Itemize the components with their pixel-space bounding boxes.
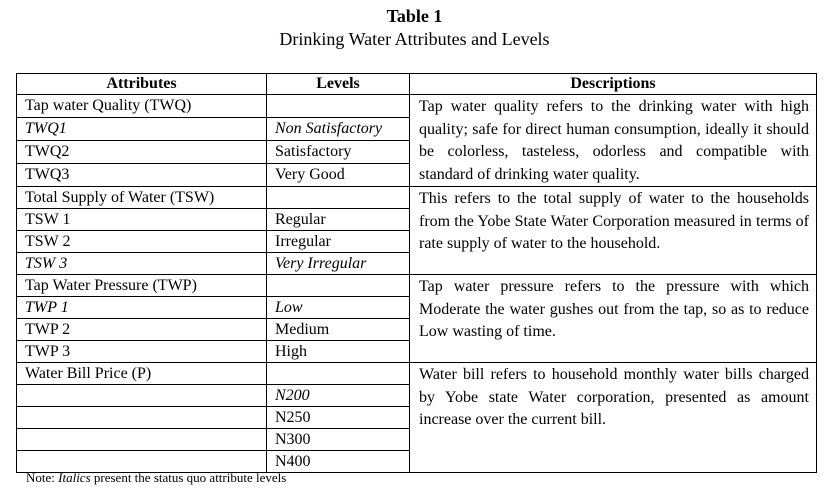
header-descriptions: Descriptions xyxy=(410,74,817,95)
table-row xyxy=(17,363,817,385)
header-levels: Levels xyxy=(267,74,410,95)
level-cell: Irregular xyxy=(267,231,410,253)
level-cell: Non Satisfactory xyxy=(267,118,410,141)
table-row xyxy=(17,275,817,297)
attribute-level-code: TWP 1 xyxy=(17,297,267,319)
level-cell: N300 xyxy=(267,429,410,451)
table-title: Table 1 xyxy=(386,6,443,26)
level-cell: Low xyxy=(267,297,410,319)
header-attributes: Attributes xyxy=(17,74,267,95)
level-cell: Medium xyxy=(267,319,410,341)
attribute-name: Total Supply of Water (TSW) xyxy=(17,187,267,209)
attribute-level-code: TWP 2 xyxy=(17,319,267,341)
attribute-level-code xyxy=(17,385,267,407)
level-cell: Very Good xyxy=(267,164,410,187)
table-subtitle: Drinking Water Attributes and Levels xyxy=(279,29,550,49)
attribute-level-code xyxy=(17,407,267,429)
note-prefix: Note: xyxy=(26,470,59,485)
attribute-level-code: TSW 1 xyxy=(17,209,267,231)
level-cell xyxy=(267,275,410,297)
note-italic-word: Italics xyxy=(58,470,91,485)
description-cell: This refers to the total supply of water to the households from the Yobe State Water Corporation measured in terms of rate supply of water to the household. xyxy=(410,187,817,275)
attributes-table xyxy=(16,73,817,473)
level-cell: Regular xyxy=(267,209,410,231)
description-cell: Water bill refers to household monthly water bills charged by Yobe state Water corporation, presented as amount increase over the current bill. xyxy=(410,363,817,473)
note-suffix: present the status quo attribute levels xyxy=(90,470,287,485)
attribute-level-code: TSW 3 xyxy=(17,253,267,275)
attribute-level-code: TWQ2 xyxy=(17,141,267,164)
attribute-level-code: TSW 2 xyxy=(17,231,267,253)
attribute-name: Tap water Quality (TWQ) xyxy=(17,95,267,118)
level-cell: N250 xyxy=(267,407,410,429)
attribute-level-code: TWQ3 xyxy=(17,164,267,187)
level-cell: Very Irregular xyxy=(267,253,410,275)
header-row xyxy=(17,74,817,95)
level-cell: High xyxy=(267,341,410,363)
attribute-level-code xyxy=(17,429,267,451)
attribute-level-code: TWP 3 xyxy=(17,341,267,363)
attribute-name: Water Bill Price (P) xyxy=(17,363,267,385)
level-cell: N400 xyxy=(267,451,410,473)
level-cell xyxy=(267,187,410,209)
description-cell: Tap water pressure refers to the pressure with which Moderate the water gushes out from the tap, so as to reduce Low wasting of time. xyxy=(410,275,817,363)
description-cell: Tap water quality refers to the drinking water with high quality; safe for direct human consumption, ideally it should be colorless, tasteless, odorless and compatible with standard of drinking water quality. xyxy=(410,95,817,187)
level-cell: Satisfactory xyxy=(267,141,410,164)
table-row xyxy=(17,95,817,118)
level-cell xyxy=(267,95,410,118)
attribute-name: Tap Water Pressure (TWP) xyxy=(17,275,267,297)
attribute-level-code: TWQ1 xyxy=(17,118,267,141)
level-cell: N200 xyxy=(267,385,410,407)
table-note xyxy=(26,470,286,486)
level-cell xyxy=(267,363,410,385)
table-row xyxy=(17,187,817,209)
